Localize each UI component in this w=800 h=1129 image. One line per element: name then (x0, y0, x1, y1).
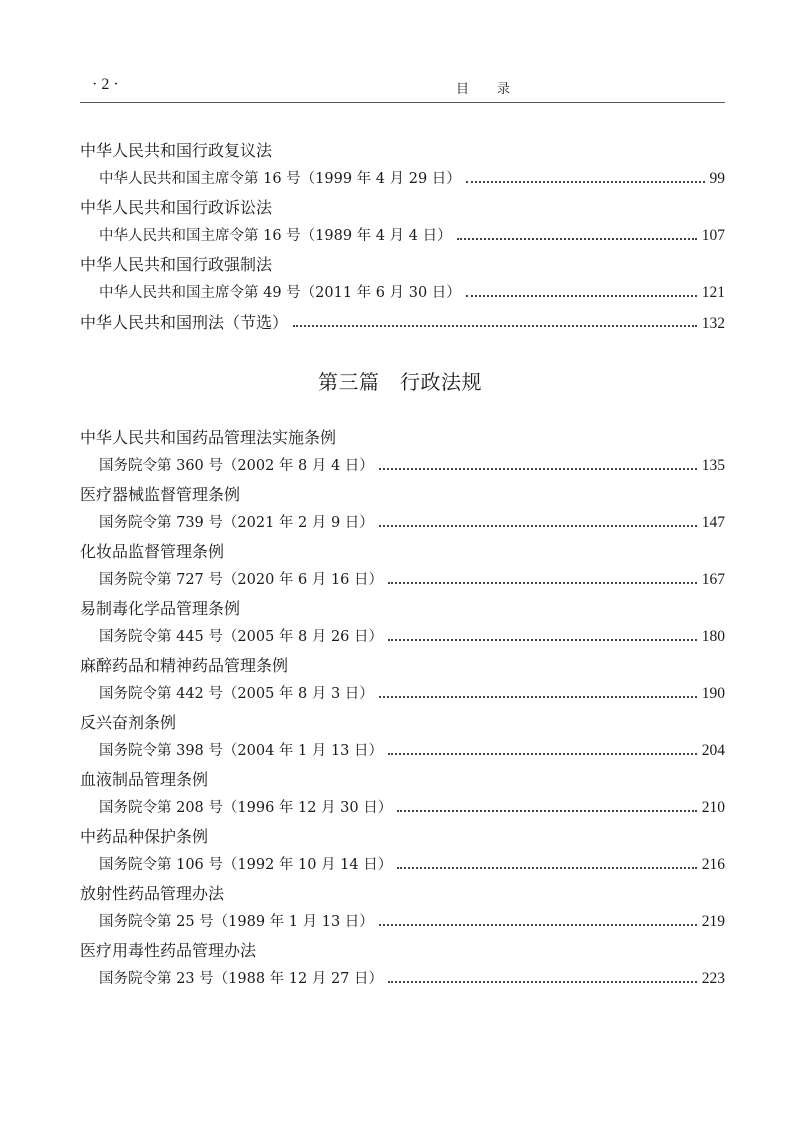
toc-entry-detail-row (80, 679, 725, 709)
toc-entry[interactable] (80, 481, 725, 538)
toc-entry-page: 167 (701, 571, 725, 588)
page-number: · 2 · (92, 76, 119, 93)
toc-entry[interactable] (80, 308, 725, 338)
toc-entry[interactable] (80, 709, 725, 766)
toc-entry-title: 血液制品管理条例 (80, 770, 209, 789)
toc-group-laws (80, 137, 725, 338)
toc-entry-page: 210 (701, 799, 725, 816)
toc-entry-title: 易制毒化学品管理条例 (80, 599, 241, 618)
toc-entry[interactable] (80, 937, 725, 994)
toc-entry-detail-row (80, 964, 725, 994)
toc-entry-detail: 国务院令第 442 号（2005 年 8 月 3 日） (99, 686, 374, 702)
toc-entry-detail-row (80, 508, 725, 538)
running-title: 目录 (456, 82, 539, 97)
toc-entry-title: 化妆品监督管理条例 (80, 542, 225, 561)
toc-entry-detail: 国务院令第 727 号（2020 年 6 月 16 日） (99, 572, 384, 588)
toc-entry-detail-row (80, 221, 725, 251)
dot-leader (388, 752, 697, 755)
toc-entry-page: 99 (709, 170, 725, 187)
toc-entry-detail-row (80, 164, 725, 194)
section-heading-text: 第三篇 行政法规 (318, 370, 482, 394)
toc-entry-detail: 中华人民共和国主席令第 16 号（1989 年 4 月 4 日） (99, 228, 452, 244)
toc-entry-detail-row (80, 850, 725, 880)
dot-leader (379, 467, 697, 470)
toc-entry-detail: 国务院令第 208 号（1996 年 12 月 30 日） (99, 800, 393, 816)
toc-entry-detail: 中华人民共和国主席令第 49 号（2011 年 6 月 30 日） (99, 285, 461, 301)
page-header (80, 72, 725, 103)
dot-leader (457, 237, 697, 240)
toc-entry-page: 107 (701, 227, 725, 244)
toc-entry-title: 中华人民共和国行政复议法 (80, 141, 273, 160)
toc-entry[interactable] (80, 538, 725, 595)
toc-entry-page: 180 (701, 628, 725, 645)
toc-entry[interactable] (80, 595, 725, 652)
toc-entry-page: 216 (701, 856, 725, 873)
toc-entry-detail: 国务院令第 23 号（1988 年 12 月 27 日） (99, 971, 384, 987)
toc-entry-title: 中华人民共和国行政强制法 (80, 255, 273, 274)
toc-entry-detail-row (80, 793, 725, 823)
toc-entry-detail: 国务院令第 106 号（1992 年 10 月 14 日） (99, 857, 393, 873)
dot-leader (397, 866, 697, 869)
toc-entry-title: 反兴奋剂条例 (80, 713, 177, 732)
dot-leader (379, 524, 697, 527)
toc-entry-page: 135 (701, 457, 725, 474)
toc-entry-title: 医疗器械监督管理条例 (80, 485, 241, 504)
toc-entry-row (80, 308, 725, 338)
toc-entry-page: 190 (701, 685, 725, 702)
dot-leader (388, 638, 697, 641)
toc-entry[interactable] (80, 880, 725, 937)
toc-entry-detail-row (80, 907, 725, 937)
toc-entry[interactable] (80, 137, 725, 194)
toc-entry[interactable] (80, 823, 725, 880)
dot-leader (388, 980, 697, 983)
toc-entry-title: 中华人民共和国刑法（节选） (80, 313, 289, 332)
dot-leader (293, 324, 697, 327)
toc-entry[interactable] (80, 766, 725, 823)
dot-leader (397, 809, 697, 812)
toc-entry-title: 中华人民共和国行政诉讼法 (80, 198, 273, 217)
toc-entry-page: 204 (701, 742, 725, 759)
toc-entry-title: 中药品种保护条例 (80, 827, 209, 846)
dot-leader (379, 923, 697, 926)
toc-entry-title: 中华人民共和国药品管理法实施条例 (80, 428, 337, 447)
toc-entry-detail-row (80, 622, 725, 652)
toc-entry-detail: 中华人民共和国主席令第 16 号（1999 年 4 月 29 日） (99, 171, 461, 187)
toc-entry-page: 132 (701, 315, 725, 332)
toc-entry-title: 麻醉药品和精神药品管理条例 (80, 656, 289, 675)
toc-entry-page: 219 (701, 913, 725, 930)
toc-entry-detail-row (80, 565, 725, 595)
toc-entry-detail: 国务院令第 398 号（2004 年 1 月 13 日） (99, 743, 384, 759)
toc-entry-detail-row (80, 736, 725, 766)
toc-entry-detail: 国务院令第 739 号（2021 年 2 月 9 日） (99, 515, 374, 531)
toc-group-regulations (80, 424, 725, 994)
toc-entry-page: 223 (701, 970, 725, 987)
toc-entry[interactable] (80, 424, 725, 481)
toc-entry-page: 121 (701, 284, 725, 301)
toc-entry-page: 147 (701, 514, 725, 531)
dot-leader (379, 695, 697, 698)
section-heading (0, 366, 800, 395)
toc-entry-detail: 国务院令第 25 号（1989 年 1 月 13 日） (99, 914, 374, 930)
toc-entry-title: 放射性药品管理办法 (80, 884, 225, 903)
toc-entry-detail: 国务院令第 360 号（2002 年 8 月 4 日） (99, 458, 374, 474)
dot-leader (388, 581, 697, 584)
toc-entry-title: 医疗用毒性药品管理办法 (80, 941, 257, 960)
toc-entry-detail: 国务院令第 445 号（2005 年 8 月 26 日） (99, 629, 384, 645)
toc-entry[interactable] (80, 194, 725, 251)
dot-leader (466, 180, 705, 183)
toc-entry-detail-row (80, 278, 725, 308)
dot-leader (466, 294, 697, 297)
toc-entry-detail-row (80, 451, 725, 481)
toc-entry[interactable] (80, 251, 725, 308)
toc-entry[interactable] (80, 652, 725, 709)
